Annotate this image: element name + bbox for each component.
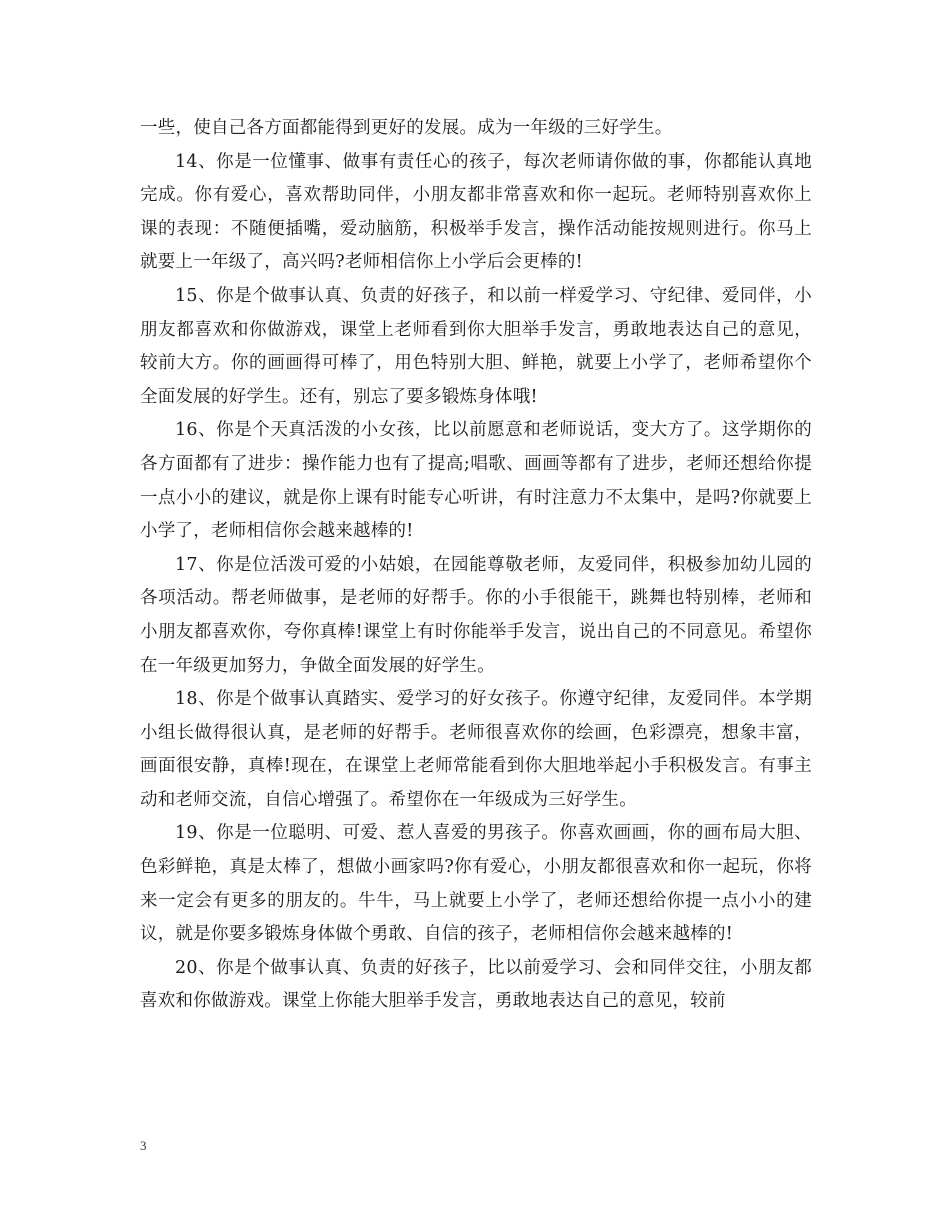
paragraph-20: 20、你是个做事认真、负责的好孩子，比以前爱学习、会和同伴交往，小朋友都喜欢和你做游戏。课堂上你能大胆举手发言，勇敢地表达自己的意见，较前 — [140, 957, 812, 1012]
paragraph-continuation: 一些，使自己各方面都能得到更好的发展。成为一年级的三好学生。 — [140, 118, 673, 138]
page-number: 3 — [140, 1138, 147, 1153]
paragraph-14: 14、你是一位懂事、做事有责任心的孩子，每次老师请你做的事，你都能认真地完成。你有爱心，喜欢帮助同伴，小朋友都非常喜欢和你一起玩。老师特别喜欢你上课的表现：不随便插嘴，爱动脑筋，积极举手发言，操作活动能按规则进行。你马上就要上一年级了，高兴吗?老师相信你上小学后会更棒的! — [140, 151, 812, 273]
paragraph-19: 19、你是一位聪明、可爱、惹人喜爱的男孩子。你喜欢画画，你的画布局大胆、色彩鲜艳，真是太棒了，想做小画家吗?你有爱心，小朋友都很喜欢和你一起玩，你将来一定会有更多的朋友的。牛牛，马上就要上小学了，老师还想给你提一点小小的建议，就是你要多锻炼身体做个勇敢、自信的孩子，老师相信你会越来越棒的! — [140, 823, 812, 945]
paragraph-18: 18、你是个做事认真踏实、爱学习的好女孩子。你遵守纪律，友爱同伴。本学期小组长做得很认真，是老师的好帮手。老师很喜欢你的绘画，色彩漂亮，想象丰富，画面很安静，真棒!现在，在课堂上老师常能看到你大胆地举起小手积极发言。有事主动和老师交流，自信心增强了。希望你在一年级成为三好学生。 — [140, 689, 812, 810]
paragraph-17: 17、你是位活泼可爱的小姑娘，在园能尊敬老师，友爱同伴，积极参加幼儿园的各项活动。帮老师做事，是老师的好帮手。你的小手很能干，跳舞也特别棒，老师和小朋友都喜欢你，夸你真棒!课堂上有时你能举手发言，说出自己的不同意见。希望你在一年级更加努力，争做全面发展的好学生。 — [140, 554, 812, 676]
document-body — [140, 112, 812, 1019]
paragraph-16: 16、你是个天真活泼的小女孩，比以前愿意和老师说话，变大方了。这学期你的各方面都有了进步：操作能力也有了提高;唱歌、画画等都有了进步，老师还想给你提一点小小的建议，就是你上课有时能专心听讲，有时注意力不太集中，是吗?你就要上小学了，老师相信你会越来越棒的! — [140, 420, 812, 542]
paragraph-15: 15、你是个做事认真、负责的好孩子，和以前一样爱学习、守纪律、爱同伴，小朋友都喜欢和你做游戏，课堂上老师看到你大胆举手发言，勇敢地表达自己的意见，较前大方。你的画画得可棒了，用色特别大胆、鲜艳，就要上小学了，老师希望你个全面发展的好学生。还有，别忘了要多锻炼身体哦! — [140, 285, 812, 407]
